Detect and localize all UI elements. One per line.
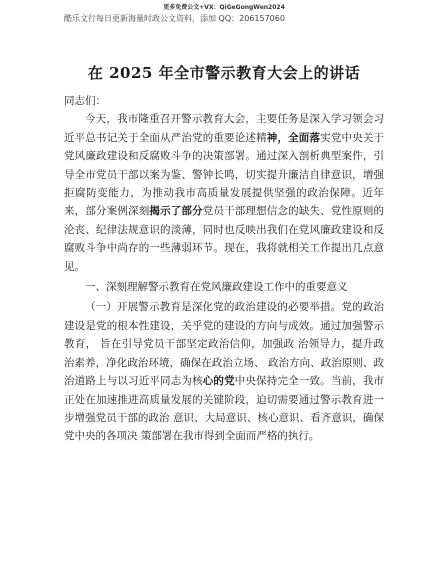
paragraph-text: 今天，我市隆重召开警示教育大会，主要任务是深入学习领会习近平总书记关于全面从严治党的重要论述精	[64, 113, 384, 144]
highlighted-text: 神，全面落	[266, 131, 321, 144]
paragraph-text: 中央保持完全一致。当前，我市正处在加速推进高质量发展的关键阶段，迫切需要通过警示教育进一步增强党员干部的政治 意识、大局意识、核心意识、看齐意识，确保党中央的各项决 策部署在我市得到全面而严格的执行。	[64, 375, 385, 443]
subsection-paragraph	[64, 298, 384, 445]
page-title: 在 2025 年全市警示教育大会上的讲话	[87, 64, 361, 82]
salutation: 同志们：	[64, 95, 106, 107]
highlighted-text: 揭示了部分	[149, 205, 203, 218]
header-line: 酷乐文行每日更新海量时政公文资料，添加 QQ：206157060	[64, 14, 285, 23]
highlighted-text: 心的党	[202, 375, 235, 388]
paragraph-intro	[64, 110, 384, 276]
top-note: 更多免费公文+VX：QiGeGongWen2024	[163, 4, 285, 11]
paragraph-text: 实党中央关于党风廉政建设和反腐败斗争的决策部署。通过深入剖析典型案件，引导全市党员干部以案为鉴、警钟长鸣，切实提升廉洁自律意识，增强拒腐防变能力，为推动我市高质量发展提供坚强的政治保障。近年来，部分案例深刻	[64, 131, 385, 218]
document-body	[64, 92, 384, 446]
paragraph-text: 党员干部理想信念的缺失、党性原则的沦丧、纪律法规意识的淡薄，同时也反映出我们在党风廉政建设和反腐败斗争中尚存的一些薄弱环节。现在，我将就相关工作提出几点意见。	[64, 205, 385, 273]
paragraph-text: （一）开展警示教育是深化党的政治建设的必要举措。党的政治建设是党的根本性建设，关乎党的建设的方向与成效。通过加强警示教育， 旨在引导党员干部坚定政治信仰，加强政 治领导力，提升政治素养，净化政治环境，确保在政治立场、 政治方向、政治原则、政治道路上与以习近平同志为核	[64, 301, 384, 388]
section-heading: 一、深刻理解警示教育在党风廉政建设工作中的重要意义	[85, 281, 348, 294]
